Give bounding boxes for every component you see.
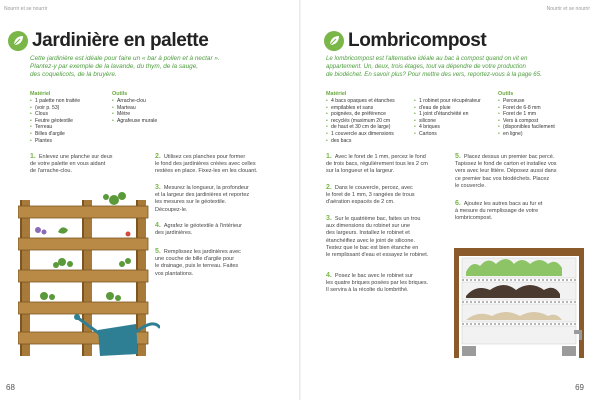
step-3: 3. Mesurez la longueur, la profondeur et la largeur des jardinières et reportez les mesures sur le géotextile. Découpez-le.: [155, 184, 250, 213]
list-item: • (voir p. 53): [30, 105, 80, 112]
list-item: • Arrache-clou: [112, 98, 157, 105]
step-2: 2. Dans le couvercle, percez, avec le foret de 1 mm, 3 rangées de trous d'aération espacés de 2 cm.: [326, 184, 415, 206]
list-item: • (disponibles facilement: [498, 124, 555, 131]
page-title: Jardinière en palette: [32, 30, 209, 51]
intro-text: Cette jardinière est idéale pour faire un « bar à pollen et à nectar ». Plantez-y par exemple de la lavande, du thym, de la sauge, des coquelicots, de la bruyère.: [30, 55, 220, 78]
step-1: 1. Avec le foret de 1 mm, percez le fond de trois bacs, régulièrement tous les 2 cm sur la longueur et la largeur.: [326, 153, 428, 175]
step-4: 4. Posez le bac avec le robinet sur les quatre briques posées par les briques. Il servira à la récolte du lombrithé.: [326, 272, 429, 294]
list-item: • 4 briques: [414, 124, 481, 131]
list-item: • en ligne): [498, 131, 555, 138]
list-item: • d'eau de pluie: [414, 105, 481, 112]
list-item: • Clous: [30, 111, 80, 118]
list-item: • Mètre: [112, 111, 157, 118]
list-item: • Billes d'argile: [30, 131, 80, 138]
list-item: • 1 palette non traitée: [30, 98, 80, 105]
materials-list-2: [414, 98, 481, 138]
step-3: 3. Sur le quatrième bac, faites un trou aux dimensions du robinet sur une des largeurs. Installez le robinet et étanchéifiez avec le joint de silicone. Testez que le bac est bien étanche en le remplissant d'eau et essayez le robinet.: [326, 215, 429, 259]
list-item: • Plantes: [30, 138, 80, 145]
materials-list: [30, 98, 80, 144]
step-1: 1. Enlevez une planche sur deux de votre palette en vous aidant de l'arrache-clou.: [30, 153, 113, 175]
materials-heading: Matériel: [30, 91, 51, 97]
materials-list: [326, 98, 395, 144]
step-5: 5. Placez dessus un premier bac percé. Tapissez le fond de carton et installez vos vers avec leur litière. Déposez aussi dans ce premier bac vos biodéchets. Placez le couvercle.: [455, 153, 557, 189]
step-6: 6. Ajoutez les autres bacs au fur et à mesure du remplissage de votre lombricompost.: [455, 200, 543, 222]
list-item: • des bacs: [326, 138, 395, 145]
worm-composter-illustration: [448, 242, 590, 360]
list-item: • Foret de 1 mm: [498, 111, 555, 118]
running-head: Nourrir et se nourrir: [546, 6, 590, 12]
leaf-icon: [324, 31, 344, 51]
list-item: • Terreau: [30, 124, 80, 131]
list-item: • 4 bacs opaques et étanches: [326, 98, 395, 105]
list-item: • silicone: [414, 118, 481, 125]
step-4: 4. Agrafez le géotextile à l'intérieur des jardinières.: [155, 222, 242, 237]
list-item: • Cartons: [414, 131, 481, 138]
tools-heading: Outils: [112, 91, 128, 97]
list-item: • Marteau: [112, 105, 157, 112]
list-item: • 1 joint d'étanchéité en: [414, 111, 481, 118]
list-item: • poignées, de préférence: [326, 111, 395, 118]
step-5: 5. Remplissez les jardinières avec une couche de bille d'argile pour le drainage, puis le terreau. Faites vos plantations.: [155, 248, 241, 277]
list-item: • 1 couvercle aux dimensions: [326, 131, 395, 138]
pallet-planter-illustration: [18, 192, 160, 360]
list-item: • 1 robinet pour récupérateur: [414, 98, 481, 105]
list-item: • Perceuse: [498, 98, 555, 105]
tools-list: [112, 98, 157, 124]
running-head: Nourrir et se nourrir: [4, 6, 48, 12]
list-item: • Vers à compost: [498, 118, 555, 125]
page-title: Lombricompost: [348, 30, 487, 51]
intro-text: Le lombricompost est l'alternative idéale au bac à compost quand on vit en appartement. Un, deux, trois étages, tout va dépendre de votre production de biodéchet. En savoir plus? Pour mettre des vers, reportez-vous à la page 65.: [326, 55, 542, 78]
list-item: • recyclés (maximum 20 cm: [326, 118, 395, 125]
list-item: • Feutre géotextile: [30, 118, 80, 125]
page-number: 69: [575, 383, 584, 392]
leaf-icon: [8, 31, 28, 51]
list-item: • Foret de 6-8 mm: [498, 105, 555, 112]
page-69: [300, 0, 600, 400]
list-item: • de haut et 30 cm de large): [326, 124, 395, 131]
tools-heading: Outils: [498, 91, 514, 97]
step-2: 2. Utilisez ces planches pour former le fond des jardinières créées avec celles restées en place. Fixez-les en les clouant.: [155, 153, 258, 175]
list-item: • empilables et sans: [326, 105, 395, 112]
page-number: 68: [6, 383, 15, 392]
tools-list: [498, 98, 555, 138]
list-item: • Agrafeuse murale: [112, 118, 157, 125]
materials-heading: Matériel: [326, 91, 347, 97]
